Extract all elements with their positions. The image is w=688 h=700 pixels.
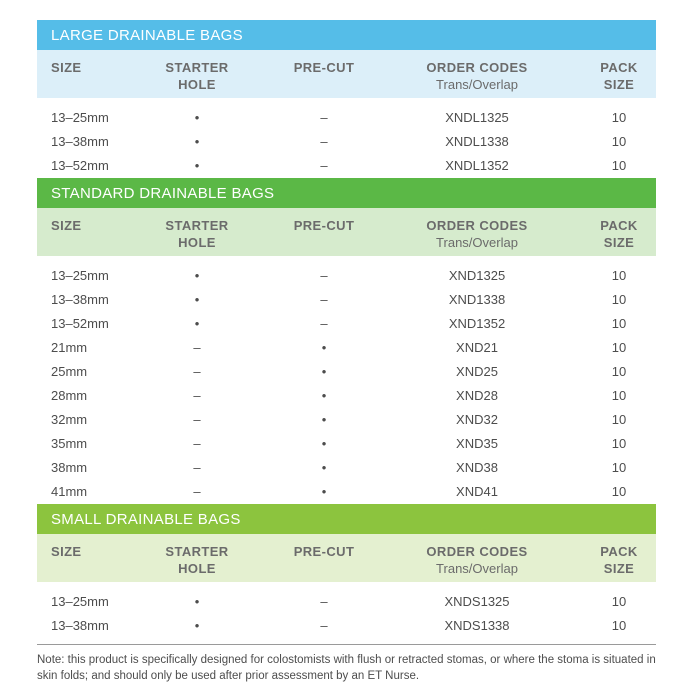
section-small-drainable-bags — [37, 504, 656, 645]
header-subline: Trans/Overlap — [436, 77, 518, 92]
cell-pack-size: 10 — [611, 484, 627, 499]
cell-starter-hole: – — [193, 484, 201, 499]
cell-size: 13–25mm — [51, 110, 109, 125]
col-size-header: SIZE — [51, 60, 82, 75]
header-line: STARTER — [165, 218, 229, 233]
cell-pack-size: 10 — [611, 268, 627, 283]
cell-starter-hole: – — [193, 364, 201, 379]
cell-starter-hole: – — [193, 412, 201, 427]
cell-pre-cut: • — [321, 436, 327, 451]
table-row — [37, 360, 656, 384]
header-line: PACK — [600, 60, 638, 75]
header-line: HOLE — [178, 561, 216, 576]
cell-pack-size: 10 — [611, 316, 627, 331]
section-standard-drainable-bags — [37, 178, 656, 504]
cell-size: 13–52mm — [51, 316, 109, 331]
cell-pack-size: 10 — [611, 460, 627, 475]
table-row — [37, 288, 656, 312]
header-line: STARTER — [165, 544, 229, 559]
col-pre-cut-header: PRE-CUT — [293, 218, 355, 233]
cell-pre-cut: • — [321, 484, 327, 499]
cell-pre-cut: • — [321, 364, 327, 379]
table-row — [37, 154, 656, 178]
cell-pre-cut: • — [321, 460, 327, 475]
header-line: SIZE — [603, 77, 635, 92]
cell-pre-cut: – — [320, 134, 328, 149]
col-size-header: SIZE — [51, 544, 82, 559]
column-header-row — [37, 208, 656, 256]
cell-size: 13–25mm — [51, 594, 109, 609]
table-row — [37, 456, 656, 480]
header-line: ORDER CODES — [426, 60, 528, 75]
cell-size: 38mm — [51, 460, 88, 475]
cell-size: 13–38mm — [51, 292, 109, 307]
cell-order-code: XND32 — [456, 412, 498, 427]
col-starter-hole-header — [147, 543, 247, 577]
cell-starter-hole: • — [194, 594, 200, 609]
cell-order-code: XND38 — [456, 460, 498, 475]
section-title-band — [37, 20, 656, 50]
cell-pre-cut: – — [320, 292, 328, 307]
section-title-band — [37, 178, 656, 208]
cell-size: 32mm — [51, 412, 88, 427]
header-line: PACK — [600, 544, 638, 559]
cell-pre-cut: • — [321, 388, 327, 403]
footnote: Note: this product is specifically designed for colostomists with flush or retracted stomas, or where the stoma is situated in skin folds; and should only be used after prior assessment by an ET Nurse. — [37, 654, 656, 682]
cell-pack-size: 10 — [611, 292, 627, 307]
col-pre-cut-header: PRE-CUT — [293, 544, 355, 559]
table-row — [37, 312, 656, 336]
header-subline: Trans/Overlap — [436, 235, 518, 250]
cell-pre-cut: – — [320, 268, 328, 283]
cell-order-code: XND35 — [456, 436, 498, 451]
cell-order-code: XND1338 — [448, 292, 506, 307]
cell-pre-cut: • — [321, 412, 327, 427]
col-pre-cut-header: PRE-CUT — [293, 60, 355, 75]
cell-order-code: XND21 — [456, 340, 498, 355]
table-body — [37, 98, 656, 178]
section-title: LARGE DRAINABLE BAGS — [51, 26, 243, 44]
table-body — [37, 256, 656, 504]
col-order-codes-header — [407, 59, 547, 93]
table-row — [37, 408, 656, 432]
header-line: STARTER — [165, 60, 229, 75]
cell-starter-hole: • — [194, 268, 200, 283]
product-table — [37, 20, 656, 645]
table-row — [37, 384, 656, 408]
col-pack-size-header — [589, 217, 649, 251]
section-title: STANDARD DRAINABLE BAGS — [51, 184, 275, 202]
col-pack-size-header — [589, 59, 649, 93]
cell-order-code: XNDS1338 — [444, 618, 510, 633]
cell-pack-size: 10 — [611, 436, 627, 451]
section-large-drainable-bags — [37, 20, 656, 178]
cell-starter-hole: – — [193, 340, 201, 355]
cell-starter-hole: • — [194, 292, 200, 307]
cell-order-code: XNDS1325 — [444, 594, 510, 609]
column-header-row — [37, 534, 656, 582]
cell-pre-cut: – — [320, 618, 328, 633]
table-row — [37, 614, 656, 638]
table-row — [37, 480, 656, 504]
cell-pack-size: 10 — [611, 412, 627, 427]
header-line: PACK — [600, 218, 638, 233]
col-starter-hole-header — [147, 59, 247, 93]
cell-starter-hole: – — [193, 388, 201, 403]
cell-size: 13–38mm — [51, 134, 109, 149]
table-row — [37, 432, 656, 456]
table-row — [37, 590, 656, 614]
cell-size: 21mm — [51, 340, 88, 355]
table-body — [37, 582, 656, 638]
header-subline: Trans/Overlap — [436, 561, 518, 576]
cell-size: 35mm — [51, 436, 88, 451]
cell-starter-hole: • — [194, 158, 200, 173]
header-line: HOLE — [178, 235, 216, 250]
header-line: ORDER CODES — [426, 544, 528, 559]
col-size-header: SIZE — [51, 218, 82, 233]
cell-pre-cut: – — [320, 110, 328, 125]
cell-starter-hole: – — [193, 436, 201, 451]
col-order-codes-header — [407, 543, 547, 577]
table-row — [37, 336, 656, 360]
cell-starter-hole: • — [194, 618, 200, 633]
cell-pack-size: 10 — [611, 110, 627, 125]
cell-size: 28mm — [51, 388, 88, 403]
header-line: HOLE — [178, 77, 216, 92]
cell-size: 13–52mm — [51, 158, 109, 173]
cell-starter-hole: • — [194, 316, 200, 331]
cell-size: 41mm — [51, 484, 88, 499]
cell-size: 13–38mm — [51, 618, 109, 633]
col-pack-size-header — [589, 543, 649, 577]
cell-starter-hole: • — [194, 134, 200, 149]
cell-order-code: XND28 — [456, 388, 498, 403]
cell-pre-cut: • — [321, 340, 327, 355]
header-line: SIZE — [603, 235, 635, 250]
header-line: ORDER CODES — [426, 218, 528, 233]
column-header-row — [37, 50, 656, 98]
cell-order-code: XND25 — [456, 364, 498, 379]
cell-order-code: XND1325 — [448, 268, 506, 283]
cell-starter-hole: • — [194, 110, 200, 125]
cell-pack-size: 10 — [611, 134, 627, 149]
section-title: SMALL DRAINABLE BAGS — [51, 510, 241, 528]
cell-pack-size: 10 — [611, 364, 627, 379]
col-starter-hole-header — [147, 217, 247, 251]
table-row — [37, 264, 656, 288]
cell-pack-size: 10 — [611, 340, 627, 355]
cell-size: 25mm — [51, 364, 88, 379]
header-line: SIZE — [603, 561, 635, 576]
cell-pre-cut: – — [320, 316, 328, 331]
table-bottom-divider — [37, 644, 656, 645]
section-title-band — [37, 504, 656, 534]
table-row — [37, 130, 656, 154]
cell-order-code: XND41 — [456, 484, 498, 499]
cell-pre-cut: – — [320, 158, 328, 173]
cell-order-code: XNDL1352 — [445, 158, 509, 173]
cell-pack-size: 10 — [611, 388, 627, 403]
cell-pack-size: 10 — [611, 618, 627, 633]
table-row — [37, 106, 656, 130]
cell-pack-size: 10 — [611, 594, 627, 609]
cell-pre-cut: – — [320, 594, 328, 609]
cell-pack-size: 10 — [611, 158, 627, 173]
cell-order-code: XNDL1325 — [445, 110, 509, 125]
col-order-codes-header — [407, 217, 547, 251]
cell-order-code: XND1352 — [448, 316, 506, 331]
cell-size: 13–25mm — [51, 268, 109, 283]
cell-order-code: XNDL1338 — [445, 134, 509, 149]
cell-starter-hole: – — [193, 460, 201, 475]
